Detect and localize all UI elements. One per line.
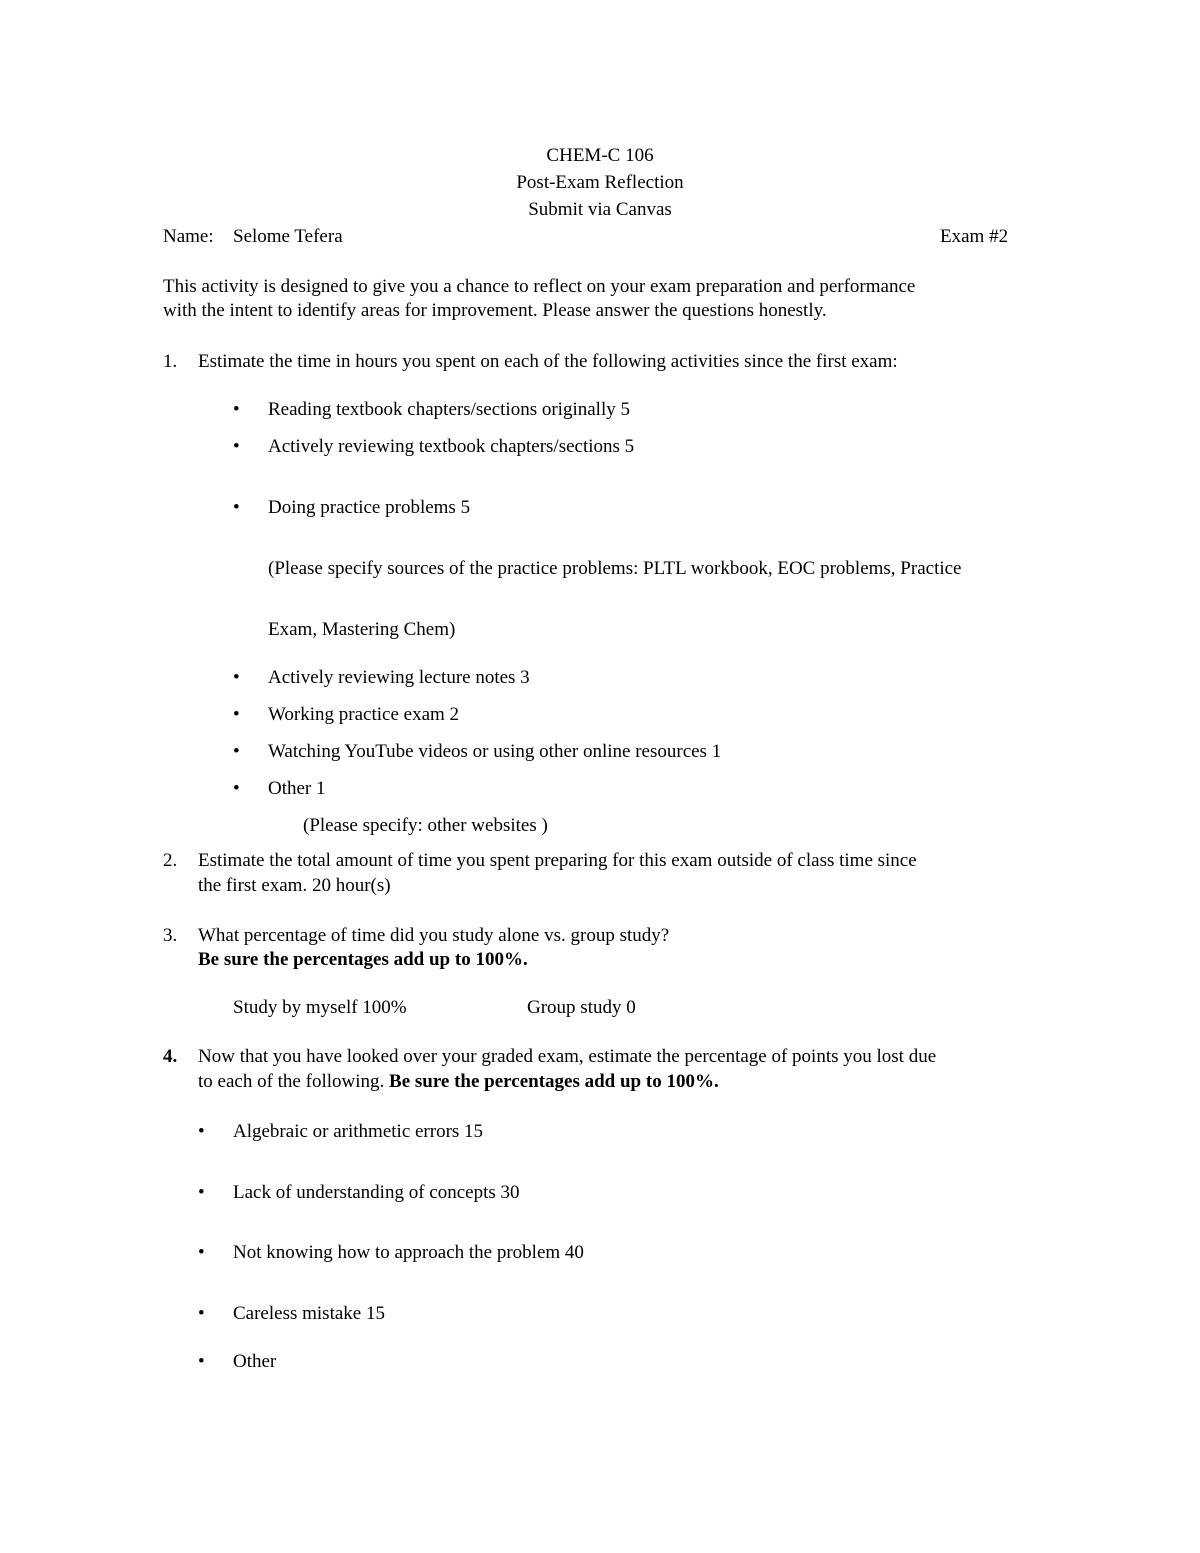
q4-line-2: to each of the following. <box>198 1071 385 1092</box>
q4-note: Be sure the percentages add up to 100%. <box>389 1071 719 1092</box>
q4-line-2-wrapper <box>198 1070 719 1094</box>
q1-item-other: Other 1 <box>268 778 326 799</box>
q4-item-careless: Careless mistake 15 <box>233 1303 385 1324</box>
q1-text: Estimate the time in hours you spent on each of the following activities since the first exam: <box>198 351 898 372</box>
q1-item-practice-problems: Doing practice problems 5 <box>268 497 471 518</box>
q3-text: What percentage of time did you study alone vs. group study? <box>198 925 670 946</box>
q1-other-specify: (Please specify: other websites ) <box>303 815 548 836</box>
name-value: Selome Tefera <box>233 226 343 247</box>
q4-number: 4. <box>163 1046 178 1067</box>
bullet-icon <box>233 777 240 801</box>
name-label: Name: <box>163 226 214 247</box>
bullet-icon <box>198 1302 205 1326</box>
course-title: CHEM-C 106 <box>546 145 654 166</box>
q3-number: 3. <box>163 925 178 946</box>
q2-line-2: the first exam. 20 hour(s) <box>198 875 391 896</box>
exam-number: Exam #2 <box>940 226 1009 247</box>
q4-item-concepts: Lack of understanding of concepts 30 <box>233 1182 520 1203</box>
bullet-icon <box>233 703 240 727</box>
intro-line-1: This activity is designed to give you a chance to reflect on your exam preparation and performance <box>163 276 916 297</box>
q1-item-practice-exam: Working practice exam 2 <box>268 704 460 725</box>
bullet-icon <box>233 398 240 422</box>
bullet-icon <box>233 666 240 690</box>
bullet-icon <box>198 1350 205 1374</box>
q1-item-reading: Reading textbook chapters/sections originally 5 <box>268 399 630 420</box>
q2-line-1: Estimate the total amount of time you spent preparing for this exam outside of class time since <box>198 850 917 871</box>
q1-sources-line-2: Exam, Mastering Chem) <box>268 619 456 640</box>
q2-number: 2. <box>163 850 178 871</box>
q1-item-reviewing-textbook: Actively reviewing textbook chapters/sections 5 <box>268 436 635 457</box>
submit-instruction: Submit via Canvas <box>528 199 672 220</box>
q3-group-study: Group study 0 <box>527 997 636 1018</box>
bullet-icon <box>233 496 240 520</box>
bullet-icon <box>233 740 240 764</box>
bullet-icon <box>198 1241 205 1265</box>
bullet-icon <box>233 435 240 459</box>
bullet-icon <box>198 1120 205 1144</box>
page-title: Post-Exam Reflection <box>516 172 684 193</box>
intro-line-2: with the intent to identify areas for improvement. Please answer the questions honestly. <box>163 300 827 321</box>
q1-item-youtube: Watching YouTube videos or using other online resources 1 <box>268 741 722 762</box>
q1-sources-line-1: (Please specify sources of the practice problems: PLTL workbook, EOC problems, Practice <box>268 558 962 579</box>
q1-number: 1. <box>163 351 178 372</box>
q4-item-other: Other <box>233 1351 277 1372</box>
q3-study-alone: Study by myself 100% <box>233 997 407 1018</box>
q4-item-approach: Not knowing how to approach the problem 40 <box>233 1242 584 1263</box>
q1-item-lecture-notes: Actively reviewing lecture notes 3 <box>268 667 530 688</box>
bullet-icon <box>198 1181 205 1205</box>
q4-item-algebraic: Algebraic or arithmetic errors 15 <box>233 1121 484 1142</box>
q3-note: Be sure the percentages add up to 100%. <box>198 949 528 970</box>
q4-line-1: Now that you have looked over your graded exam, estimate the percentage of points you lost due <box>198 1046 937 1067</box>
